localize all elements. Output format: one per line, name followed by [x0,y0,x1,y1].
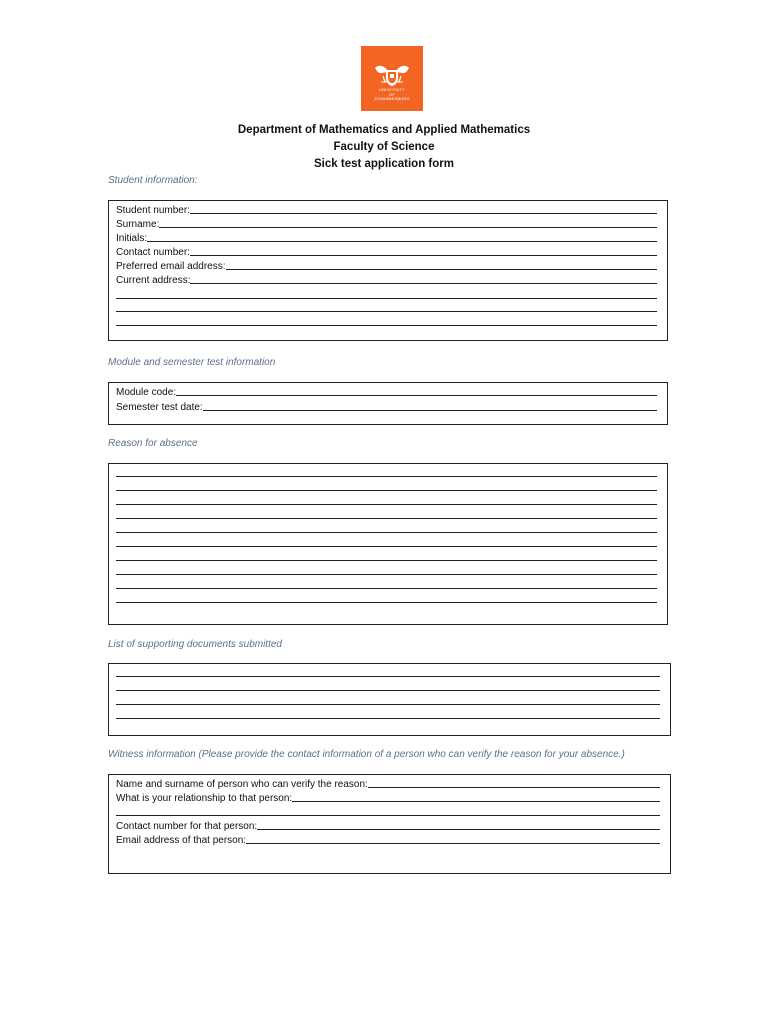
reason-line[interactable] [116,588,657,589]
reason-line[interactable] [116,602,657,603]
student-number-label: Student number: [116,205,190,216]
reason-line[interactable] [116,574,657,575]
witness-email-field[interactable] [246,843,660,844]
reason-line[interactable] [116,490,657,491]
witness-name-field[interactable] [368,787,660,788]
document-line[interactable] [116,690,660,691]
student-number-field[interactable] [190,213,657,214]
document-line[interactable] [116,718,660,719]
reason-line[interactable] [116,518,657,519]
witness-contact-label: Contact number for that person: [116,821,258,832]
initials-row[interactable] [116,230,657,244]
email-row[interactable] [116,258,657,272]
documents-box [108,663,671,736]
contact-number-row[interactable] [116,244,657,258]
reason-section-label: Reason for absence [108,438,198,449]
reason-line[interactable] [116,546,657,547]
test-date-label: Semester test date: [116,402,203,413]
department-title: Department of Mathematics and Applied Mathematics [237,124,531,136]
document-line[interactable] [116,676,660,677]
document-line[interactable] [116,704,660,705]
email-label: Preferred email address: [116,261,226,272]
witness-relationship-field[interactable] [292,801,660,802]
module-info-box [108,382,668,425]
test-date-row[interactable] [116,399,657,413]
witness-email-label: Email address of that person: [116,835,247,846]
email-field[interactable] [226,269,658,270]
documents-section-label: List of supporting documents submitted [108,639,282,650]
reason-box [108,463,668,625]
logo-text-of: OF [389,91,395,97]
address-line[interactable] [116,298,657,299]
logo-text-university: UNIVERSITY [378,87,405,92]
reason-line[interactable] [116,560,657,561]
faculty-title: Faculty of Science [333,141,435,153]
module-section-label: Module and semester test information [108,357,276,368]
current-address-label: Current address: [116,275,191,286]
form-header [0,122,768,173]
witness-name-label: Name and surname of person who can verify the reason: [116,779,368,790]
university-logo [361,46,423,111]
initials-label: Initials: [116,233,148,244]
surname-label: Surname: [116,219,160,230]
student-number-row[interactable] [116,202,657,216]
witness-name-row[interactable] [116,776,660,790]
reason-line[interactable] [116,532,657,533]
module-code-field[interactable] [176,395,657,396]
module-code-label: Module code: [116,387,177,398]
student-info-box [108,200,668,341]
initials-field[interactable] [147,241,657,242]
current-address-row[interactable] [116,272,657,286]
surname-field[interactable] [159,227,657,228]
form-title: Sick test application form [314,158,454,170]
contact-number-label: Contact number: [116,247,190,258]
witness-extra-line[interactable] [116,815,660,816]
test-date-field[interactable] [203,410,657,411]
reason-line[interactable] [116,476,657,477]
witness-section-label: Witness information (Please provide the contact information of a person who can verify the reason for your absence.) [108,749,625,760]
address-line[interactable] [116,325,657,326]
module-code-row[interactable] [116,384,657,398]
witness-relationship-row[interactable] [116,790,660,804]
witness-email-row[interactable] [116,832,660,846]
current-address-field[interactable] [190,283,657,284]
witness-box [108,774,671,874]
university-crest-icon [361,46,423,111]
address-line[interactable] [116,311,657,312]
logo-text-johannesburg: JOHANNESBURG [374,96,410,101]
witness-relationship-label: What is your relationship to that person: [116,793,293,804]
witness-contact-field[interactable] [257,829,660,830]
contact-number-field[interactable] [190,255,657,256]
student-section-label: Student information: [108,175,198,186]
witness-contact-row[interactable] [116,818,660,832]
reason-line[interactable] [116,504,657,505]
surname-row[interactable] [116,216,657,230]
